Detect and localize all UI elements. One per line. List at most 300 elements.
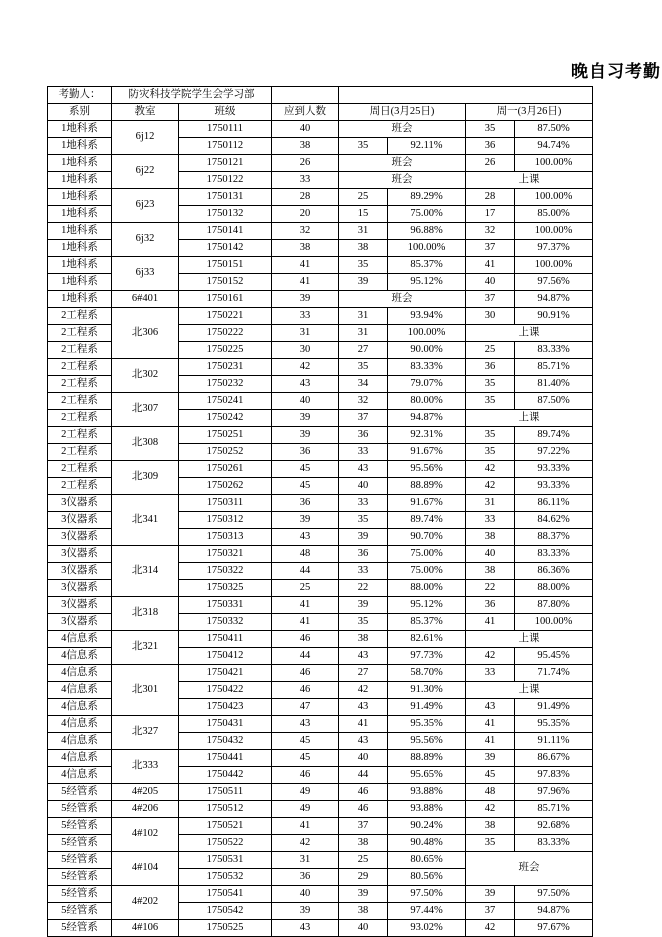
- cell-class[interactable]: 1750261: [179, 461, 272, 478]
- cell-day1-count[interactable]: 36: [339, 546, 388, 563]
- cell-day1-count[interactable]: 31: [339, 223, 388, 240]
- cell-expected[interactable]: 41: [272, 614, 339, 631]
- cell-day2-percent[interactable]: 86.36%: [515, 563, 593, 580]
- cell-day1-percent[interactable]: 80.56%: [388, 869, 466, 886]
- cell-day1-count[interactable]: 43: [339, 648, 388, 665]
- cell-dept[interactable]: 2工程系: [48, 427, 112, 444]
- cell-expected[interactable]: 39: [272, 410, 339, 427]
- cell-expected[interactable]: 43: [272, 376, 339, 393]
- cell-day2-note[interactable]: 上课: [466, 682, 593, 699]
- cell-day2-percent[interactable]: 97.96%: [515, 784, 593, 801]
- cell-class[interactable]: 1750322: [179, 563, 272, 580]
- cell-expected[interactable]: 41: [272, 257, 339, 274]
- cell-expected[interactable]: 31: [272, 325, 339, 342]
- cell-class[interactable]: 1750232: [179, 376, 272, 393]
- cell-expected[interactable]: 40: [272, 121, 339, 138]
- cell-class[interactable]: 1750242: [179, 410, 272, 427]
- cell-day1-percent[interactable]: 95.56%: [388, 733, 466, 750]
- cell-day2-note[interactable]: 上课: [466, 631, 593, 648]
- cell-day1-count[interactable]: 32: [339, 393, 388, 410]
- cell-dept[interactable]: 3仪器系: [48, 614, 112, 631]
- cell-day1-count[interactable]: 22: [339, 580, 388, 597]
- cell-class[interactable]: 1750541: [179, 886, 272, 903]
- cell-day2-count[interactable]: 35: [466, 427, 515, 444]
- cell-dept[interactable]: 5经管系: [48, 869, 112, 886]
- cell-class[interactable]: 1750511: [179, 784, 272, 801]
- cell-day2-percent[interactable]: 100.00%: [515, 257, 593, 274]
- cell-class[interactable]: 1750325: [179, 580, 272, 597]
- cell-dept[interactable]: 4信息系: [48, 665, 112, 682]
- col-header-day1[interactable]: 周日(3月25日): [339, 104, 466, 121]
- cell-dept[interactable]: 4信息系: [48, 648, 112, 665]
- cell-day2-percent[interactable]: 93.33%: [515, 461, 593, 478]
- cell-dept[interactable]: 5经管系: [48, 903, 112, 920]
- cell-day2-percent[interactable]: 100.00%: [515, 155, 593, 172]
- cell-day1-percent[interactable]: 92.11%: [388, 138, 466, 155]
- cell-expected[interactable]: 45: [272, 733, 339, 750]
- cell-day1-count[interactable]: 43: [339, 461, 388, 478]
- cell-expected[interactable]: 32: [272, 223, 339, 240]
- cell-class[interactable]: 1750161: [179, 291, 272, 308]
- cell-dept[interactable]: 3仪器系: [48, 597, 112, 614]
- cell-day2-percent[interactable]: 97.22%: [515, 444, 593, 461]
- cell-class[interactable]: 1750432: [179, 733, 272, 750]
- cell-expected[interactable]: 39: [272, 512, 339, 529]
- cell-day1-count[interactable]: 33: [339, 444, 388, 461]
- cell-expected[interactable]: 26: [272, 155, 339, 172]
- cell-day2-count[interactable]: 28: [466, 189, 515, 206]
- cell-day2-count[interactable]: 37: [466, 903, 515, 920]
- cell-day2-note[interactable]: 上课: [466, 410, 593, 427]
- cell-dept[interactable]: 2工程系: [48, 393, 112, 410]
- cell-day2-count[interactable]: 22: [466, 580, 515, 597]
- cell-day2-percent[interactable]: 88.37%: [515, 529, 593, 546]
- cell-room[interactable]: 6j22: [112, 155, 179, 189]
- cell-day2-note[interactable]: 班会: [466, 852, 593, 886]
- cell-class[interactable]: 1750313: [179, 529, 272, 546]
- cell-room[interactable]: 6j32: [112, 223, 179, 257]
- cell-dept[interactable]: 4信息系: [48, 699, 112, 716]
- cell-day1-percent[interactable]: 91.30%: [388, 682, 466, 699]
- cell-day2-count[interactable]: 31: [466, 495, 515, 512]
- cell-day1-count[interactable]: 27: [339, 342, 388, 359]
- cell-dept[interactable]: 2工程系: [48, 478, 112, 495]
- cell-room[interactable]: 北308: [112, 427, 179, 461]
- cell-day1-count[interactable]: 40: [339, 750, 388, 767]
- cell-day1-percent[interactable]: 88.89%: [388, 478, 466, 495]
- cell-class[interactable]: 1750332: [179, 614, 272, 631]
- cell-expected[interactable]: 42: [272, 835, 339, 852]
- cell-class[interactable]: 1750522: [179, 835, 272, 852]
- cell-expected[interactable]: 40: [272, 393, 339, 410]
- cell-expected[interactable]: 39: [272, 903, 339, 920]
- cell-expected[interactable]: 38: [272, 138, 339, 155]
- cell-dept[interactable]: 3仪器系: [48, 580, 112, 597]
- cell-room[interactable]: 6#401: [112, 291, 179, 308]
- cell-day2-count[interactable]: 41: [466, 257, 515, 274]
- cell-room[interactable]: 北341: [112, 495, 179, 546]
- cell-room[interactable]: 6j12: [112, 121, 179, 155]
- cell-day2-percent[interactable]: 94.87%: [515, 291, 593, 308]
- cell-expected[interactable]: 39: [272, 291, 339, 308]
- cell-expected[interactable]: 44: [272, 648, 339, 665]
- cell-day2-count[interactable]: 39: [466, 750, 515, 767]
- cell-dept[interactable]: 4信息系: [48, 682, 112, 699]
- cell-day2-percent[interactable]: 81.40%: [515, 376, 593, 393]
- cell-dept[interactable]: 1地科系: [48, 240, 112, 257]
- cell-expected[interactable]: 45: [272, 750, 339, 767]
- cell-class[interactable]: 1750411: [179, 631, 272, 648]
- cell-class[interactable]: 1750142: [179, 240, 272, 257]
- cell-day1-count[interactable]: 27: [339, 665, 388, 682]
- cell-day1-count[interactable]: 43: [339, 733, 388, 750]
- cell-class[interactable]: 1750531: [179, 852, 272, 869]
- cell-day1-count[interactable]: 38: [339, 240, 388, 257]
- cell-class[interactable]: 1750423: [179, 699, 272, 716]
- cell-dept[interactable]: 4信息系: [48, 767, 112, 784]
- cell-class[interactable]: 1750512: [179, 801, 272, 818]
- cell-day1-count[interactable]: 39: [339, 886, 388, 903]
- cell-dept[interactable]: 2工程系: [48, 410, 112, 427]
- cell-expected[interactable]: 47: [272, 699, 339, 716]
- cell-room[interactable]: 4#106: [112, 920, 179, 937]
- cell-expected[interactable]: 43: [272, 716, 339, 733]
- cell-day1-note[interactable]: 班会: [339, 172, 466, 189]
- cell-class[interactable]: 1750241: [179, 393, 272, 410]
- cell-dept[interactable]: 1地科系: [48, 206, 112, 223]
- cell-day2-percent[interactable]: 100.00%: [515, 614, 593, 631]
- cell-day1-count[interactable]: 40: [339, 478, 388, 495]
- cell-day2-count[interactable]: 36: [466, 597, 515, 614]
- cell-dept[interactable]: 3仪器系: [48, 495, 112, 512]
- cell-day1-percent[interactable]: 94.87%: [388, 410, 466, 427]
- cell-day2-percent[interactable]: 92.68%: [515, 818, 593, 835]
- cell-room[interactable]: 4#104: [112, 852, 179, 886]
- cell-day2-count[interactable]: 33: [466, 512, 515, 529]
- cell-day1-count[interactable]: 38: [339, 631, 388, 648]
- cell-day1-percent[interactable]: 93.02%: [388, 920, 466, 937]
- cell-expected[interactable]: 40: [272, 886, 339, 903]
- cell-expected[interactable]: 36: [272, 869, 339, 886]
- cell-day1-count[interactable]: 40: [339, 920, 388, 937]
- cell-day2-percent[interactable]: 87.50%: [515, 393, 593, 410]
- cell-day1-count[interactable]: 43: [339, 699, 388, 716]
- cell-day1-percent[interactable]: 92.31%: [388, 427, 466, 444]
- cell-day1-percent[interactable]: 58.70%: [388, 665, 466, 682]
- cell-day2-count[interactable]: 17: [466, 206, 515, 223]
- col-header-day2[interactable]: 周一(3月26日): [466, 104, 593, 121]
- cell-day2-percent[interactable]: 88.00%: [515, 580, 593, 597]
- cell-day1-percent[interactable]: 96.88%: [388, 223, 466, 240]
- cell-day1-percent[interactable]: 80.65%: [388, 852, 466, 869]
- cell-expected[interactable]: 49: [272, 784, 339, 801]
- cell-day2-percent[interactable]: 86.67%: [515, 750, 593, 767]
- cell-expected[interactable]: 45: [272, 461, 339, 478]
- cell-day2-count[interactable]: 36: [466, 138, 515, 155]
- cell-expected[interactable]: 44: [272, 563, 339, 580]
- cell-dept[interactable]: 2工程系: [48, 308, 112, 325]
- col-header-class[interactable]: 班级: [179, 104, 272, 121]
- cell-day1-count[interactable]: 29: [339, 869, 388, 886]
- cell-day1-percent[interactable]: 89.29%: [388, 189, 466, 206]
- cell-day1-count[interactable]: 46: [339, 784, 388, 801]
- cell-day2-count[interactable]: 41: [466, 716, 515, 733]
- cell-day1-percent[interactable]: 83.33%: [388, 359, 466, 376]
- cell-dept[interactable]: 4信息系: [48, 733, 112, 750]
- cell-day2-count[interactable]: 42: [466, 461, 515, 478]
- cell-expected[interactable]: 28: [272, 189, 339, 206]
- cell-day2-count[interactable]: 33: [466, 665, 515, 682]
- cell-day2-count[interactable]: 41: [466, 733, 515, 750]
- cell-day2-count[interactable]: 35: [466, 393, 515, 410]
- cell-day1-percent[interactable]: 75.00%: [388, 206, 466, 223]
- cell-room[interactable]: 6j23: [112, 189, 179, 223]
- cell-day2-percent[interactable]: 89.74%: [515, 427, 593, 444]
- cell-day2-percent[interactable]: 97.83%: [515, 767, 593, 784]
- cell-day1-count[interactable]: 38: [339, 903, 388, 920]
- cell-day2-percent[interactable]: 87.50%: [515, 121, 593, 138]
- cell-day1-percent[interactable]: 75.00%: [388, 563, 466, 580]
- cell-day1-count[interactable]: 44: [339, 767, 388, 784]
- cell-day1-percent[interactable]: 85.37%: [388, 257, 466, 274]
- cell-expected[interactable]: 43: [272, 529, 339, 546]
- cell-class[interactable]: 1750122: [179, 172, 272, 189]
- cell-room[interactable]: 北306: [112, 308, 179, 359]
- cell-day2-percent[interactable]: 97.56%: [515, 274, 593, 291]
- cell-class[interactable]: 1750131: [179, 189, 272, 206]
- cell-expected[interactable]: 46: [272, 682, 339, 699]
- cell-dept[interactable]: 2工程系: [48, 461, 112, 478]
- cell-day1-percent[interactable]: 82.61%: [388, 631, 466, 648]
- cell-room[interactable]: 4#202: [112, 886, 179, 920]
- cell-class[interactable]: 1750111: [179, 121, 272, 138]
- cell-expected[interactable]: 43: [272, 920, 339, 937]
- cell-class[interactable]: 1750262: [179, 478, 272, 495]
- cell-day2-count[interactable]: 42: [466, 920, 515, 937]
- cell-day1-percent[interactable]: 89.74%: [388, 512, 466, 529]
- cell-day2-percent[interactable]: 91.11%: [515, 733, 593, 750]
- cell-day2-count[interactable]: 25: [466, 342, 515, 359]
- cell-expected[interactable]: 45: [272, 478, 339, 495]
- cell-day1-percent[interactable]: 95.56%: [388, 461, 466, 478]
- cell-day1-percent[interactable]: 91.49%: [388, 699, 466, 716]
- cell-day2-count[interactable]: 42: [466, 478, 515, 495]
- cell-day1-note[interactable]: 班会: [339, 291, 466, 308]
- cell-dept[interactable]: 1地科系: [48, 257, 112, 274]
- cell-day1-percent[interactable]: 93.88%: [388, 784, 466, 801]
- cell-day2-count[interactable]: 41: [466, 614, 515, 631]
- cell-room[interactable]: 北318: [112, 597, 179, 631]
- cell-day2-count[interactable]: 37: [466, 291, 515, 308]
- cell-day1-percent[interactable]: 93.88%: [388, 801, 466, 818]
- cell-day1-count[interactable]: 31: [339, 308, 388, 325]
- cell-expected[interactable]: 46: [272, 767, 339, 784]
- cell-day1-count[interactable]: 39: [339, 529, 388, 546]
- cell-day2-percent[interactable]: 86.11%: [515, 495, 593, 512]
- cell-day2-count[interactable]: 35: [466, 835, 515, 852]
- cell-expected[interactable]: 39: [272, 427, 339, 444]
- cell-expected[interactable]: 31: [272, 852, 339, 869]
- cell-day1-percent[interactable]: 97.44%: [388, 903, 466, 920]
- cell-dept[interactable]: 1地科系: [48, 121, 112, 138]
- cell-day2-percent[interactable]: 94.74%: [515, 138, 593, 155]
- cell-day1-percent[interactable]: 95.65%: [388, 767, 466, 784]
- cell-class[interactable]: 1750312: [179, 512, 272, 529]
- cell-expected[interactable]: 46: [272, 631, 339, 648]
- cell-day1-percent[interactable]: 100.00%: [388, 240, 466, 257]
- cell-day2-count[interactable]: 32: [466, 223, 515, 240]
- cell-dept[interactable]: 5经管系: [48, 920, 112, 937]
- cell-expected[interactable]: 42: [272, 359, 339, 376]
- cell-dept[interactable]: 1地科系: [48, 274, 112, 291]
- cell-day2-count[interactable]: 38: [466, 529, 515, 546]
- cell-day2-percent[interactable]: 91.49%: [515, 699, 593, 716]
- cell-class[interactable]: 1750222: [179, 325, 272, 342]
- cell-day1-percent[interactable]: 97.50%: [388, 886, 466, 903]
- cell-day1-percent[interactable]: 88.89%: [388, 750, 466, 767]
- cell-day1-count[interactable]: 35: [339, 359, 388, 376]
- cell-day1-count[interactable]: 46: [339, 801, 388, 818]
- cell-dept[interactable]: 1地科系: [48, 138, 112, 155]
- cell-dept[interactable]: 4信息系: [48, 750, 112, 767]
- cell-day2-percent[interactable]: 100.00%: [515, 189, 593, 206]
- cell-dept[interactable]: 3仪器系: [48, 546, 112, 563]
- cell-dept[interactable]: 5经管系: [48, 818, 112, 835]
- cell-day2-percent[interactable]: 95.45%: [515, 648, 593, 665]
- cell-day1-percent[interactable]: 95.35%: [388, 716, 466, 733]
- cell-day1-count[interactable]: 15: [339, 206, 388, 223]
- cell-dept[interactable]: 2工程系: [48, 342, 112, 359]
- cell-day1-percent[interactable]: 95.12%: [388, 274, 466, 291]
- cell-day2-count[interactable]: 26: [466, 155, 515, 172]
- cell-class[interactable]: 1750542: [179, 903, 272, 920]
- cell-expected[interactable]: 36: [272, 495, 339, 512]
- cell-day1-count[interactable]: 39: [339, 597, 388, 614]
- cell-room[interactable]: 北307: [112, 393, 179, 427]
- cell-day2-percent[interactable]: 71.74%: [515, 665, 593, 682]
- cell-dept[interactable]: 3仪器系: [48, 529, 112, 546]
- cell-day2-count[interactable]: 38: [466, 818, 515, 835]
- cell-class[interactable]: 1750141: [179, 223, 272, 240]
- cell-day2-percent[interactable]: 97.37%: [515, 240, 593, 257]
- cell-class[interactable]: 1750525: [179, 920, 272, 937]
- cell-day2-percent[interactable]: 100.00%: [515, 223, 593, 240]
- cell-expected[interactable]: 46: [272, 665, 339, 682]
- cell-dept[interactable]: 1地科系: [48, 291, 112, 308]
- cell-class[interactable]: 1750121: [179, 155, 272, 172]
- cell-room[interactable]: 北314: [112, 546, 179, 597]
- cell-day1-percent[interactable]: 93.94%: [388, 308, 466, 325]
- cell-dept[interactable]: 1地科系: [48, 189, 112, 206]
- cell-day2-count[interactable]: 35: [466, 121, 515, 138]
- cell-class[interactable]: 1750132: [179, 206, 272, 223]
- cell-class[interactable]: 1750151: [179, 257, 272, 274]
- cell-day2-count[interactable]: 36: [466, 359, 515, 376]
- cell-room[interactable]: 北302: [112, 359, 179, 393]
- cell-day1-count[interactable]: 33: [339, 495, 388, 512]
- cell-day2-count[interactable]: 42: [466, 648, 515, 665]
- cell-class[interactable]: 1750431: [179, 716, 272, 733]
- cell-day1-count[interactable]: 37: [339, 410, 388, 427]
- cell-dept[interactable]: 2工程系: [48, 325, 112, 342]
- cell-day2-percent[interactable]: 85.71%: [515, 359, 593, 376]
- cell-expected[interactable]: 33: [272, 172, 339, 189]
- cell-dept[interactable]: 2工程系: [48, 444, 112, 461]
- cell-dept[interactable]: 1地科系: [48, 172, 112, 189]
- cell-day1-percent[interactable]: 80.00%: [388, 393, 466, 410]
- cell-day1-count[interactable]: 41: [339, 716, 388, 733]
- cell-day2-percent[interactable]: 97.50%: [515, 886, 593, 903]
- cell-expected[interactable]: 38: [272, 240, 339, 257]
- cell-day2-percent[interactable]: 95.35%: [515, 716, 593, 733]
- col-header-expected[interactable]: 应到人数: [272, 104, 339, 121]
- cell-day1-percent[interactable]: 75.00%: [388, 546, 466, 563]
- cell-day1-percent[interactable]: 90.24%: [388, 818, 466, 835]
- cell-day2-count[interactable]: 43: [466, 699, 515, 716]
- cell-dept[interactable]: 5经管系: [48, 801, 112, 818]
- cell-dept[interactable]: 3仪器系: [48, 563, 112, 580]
- cell-day2-percent[interactable]: 87.80%: [515, 597, 593, 614]
- cell-room[interactable]: 北321: [112, 631, 179, 665]
- cell-dept[interactable]: 5经管系: [48, 852, 112, 869]
- cell-room[interactable]: 北333: [112, 750, 179, 784]
- cell-class[interactable]: 1750231: [179, 359, 272, 376]
- cell-class[interactable]: 1750252: [179, 444, 272, 461]
- cell-class[interactable]: 1750311: [179, 495, 272, 512]
- cell-day2-percent[interactable]: 94.87%: [515, 903, 593, 920]
- cell-class[interactable]: 1750422: [179, 682, 272, 699]
- cell-day2-percent[interactable]: 93.33%: [515, 478, 593, 495]
- cell-day2-count[interactable]: 37: [466, 240, 515, 257]
- cell-day2-count[interactable]: 38: [466, 563, 515, 580]
- cell-day2-percent[interactable]: 97.67%: [515, 920, 593, 937]
- cell-day2-count[interactable]: 40: [466, 546, 515, 563]
- cell-expected[interactable]: 49: [272, 801, 339, 818]
- cell-day1-percent[interactable]: 88.00%: [388, 580, 466, 597]
- cell-day1-percent[interactable]: 100.00%: [388, 325, 466, 342]
- cell-expected[interactable]: 20: [272, 206, 339, 223]
- cell-day2-count[interactable]: 40: [466, 274, 515, 291]
- cell-room[interactable]: 4#205: [112, 784, 179, 801]
- cell-dept[interactable]: 5经管系: [48, 835, 112, 852]
- cell-day2-percent[interactable]: 90.91%: [515, 308, 593, 325]
- cell-class[interactable]: 1750532: [179, 869, 272, 886]
- cell-class[interactable]: 1750112: [179, 138, 272, 155]
- cell-dept[interactable]: 1地科系: [48, 223, 112, 240]
- cell-day1-count[interactable]: 33: [339, 563, 388, 580]
- cell-class[interactable]: 1750331: [179, 597, 272, 614]
- cell-day1-percent[interactable]: 90.48%: [388, 835, 466, 852]
- cell-day1-count[interactable]: 25: [339, 189, 388, 206]
- cell-day1-count[interactable]: 35: [339, 512, 388, 529]
- cell-expected[interactable]: 48: [272, 546, 339, 563]
- cell-room[interactable]: 北327: [112, 716, 179, 750]
- cell-room[interactable]: 北309: [112, 461, 179, 495]
- cell-expected[interactable]: 41: [272, 274, 339, 291]
- cell-day1-note[interactable]: 班会: [339, 155, 466, 172]
- cell-class[interactable]: 1750152: [179, 274, 272, 291]
- cell-day2-percent[interactable]: 83.33%: [515, 835, 593, 852]
- cell-day2-note[interactable]: 上课: [466, 325, 593, 342]
- cell-class[interactable]: 1750251: [179, 427, 272, 444]
- cell-room[interactable]: 4#206: [112, 801, 179, 818]
- cell-day1-count[interactable]: 25: [339, 852, 388, 869]
- cell-day1-percent[interactable]: 95.12%: [388, 597, 466, 614]
- col-header-dept[interactable]: 系别: [48, 104, 112, 121]
- cell-room[interactable]: 4#102: [112, 818, 179, 852]
- cell-class[interactable]: 1750321: [179, 546, 272, 563]
- col-header-room[interactable]: 教室: [112, 104, 179, 121]
